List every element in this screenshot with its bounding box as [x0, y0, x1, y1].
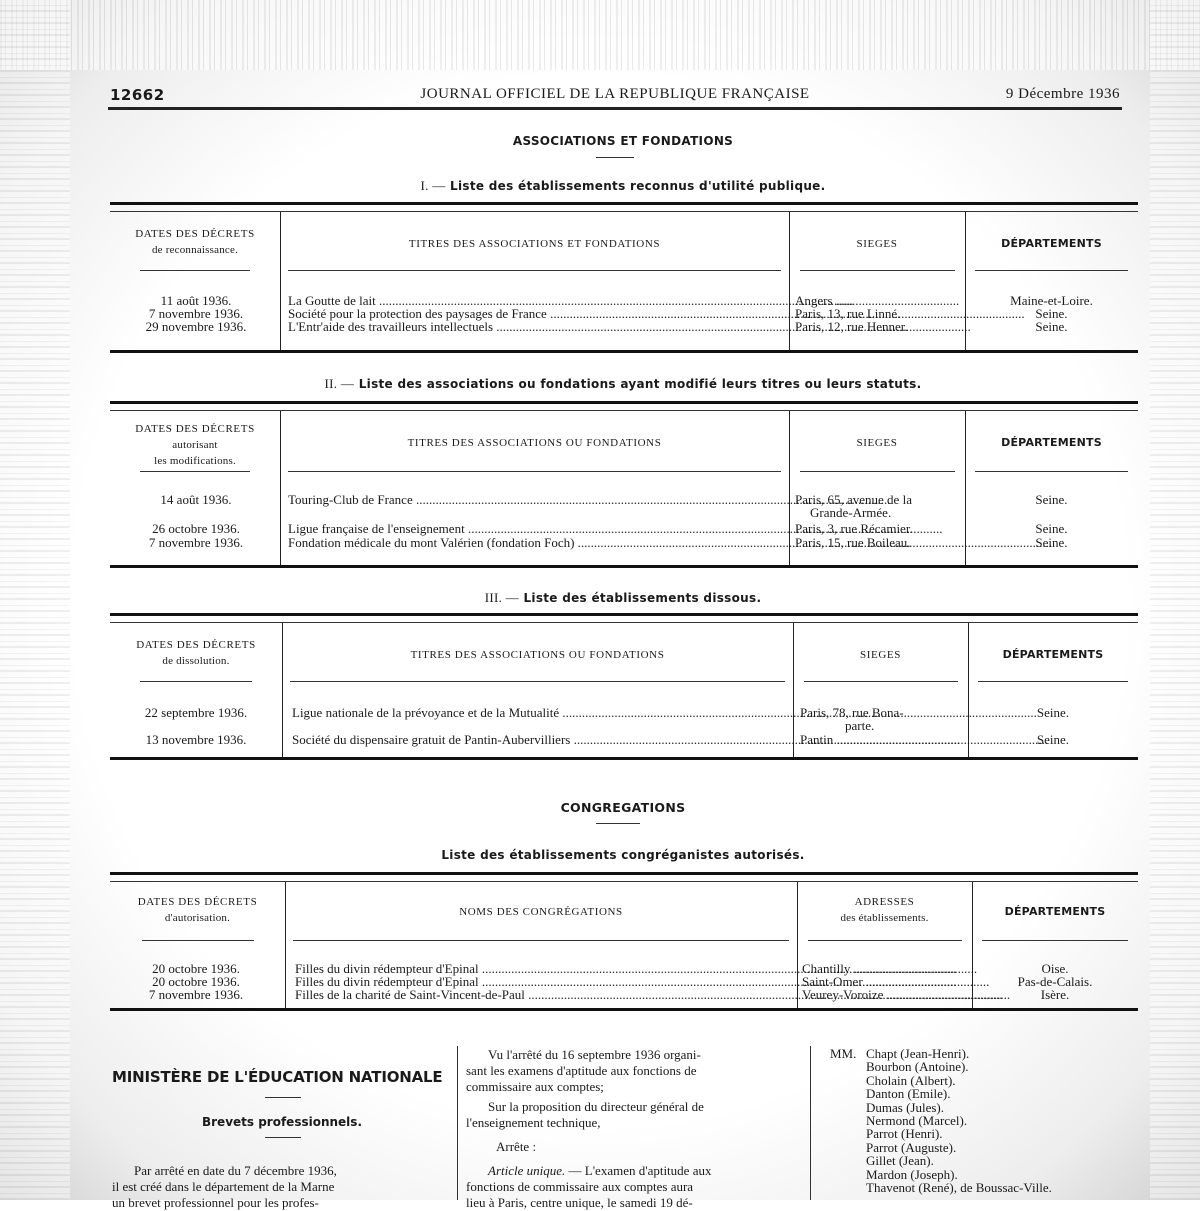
cg-header-dept: DÉPARTEMENTS	[1004, 905, 1106, 918]
s3-header-title: TITRES DES ASSOCIATIONS OU FONDATIONS	[410, 649, 665, 661]
section2-table: DATES DES DÉCRETS autorisant les modifications. TITRES DES ASSOCIATIONS OU FONDATIONS SIEGES DÉPARTEMENTS 14 août 1936. Touring-Club de France ..... Paris, 65, avenue de la Seine. Grande-Armée. 26 octobre 1936. Ligue française de l'enseignement ..... Paris, 3, rue Récamier. Seine. 7 novembre 1936. Fondation médicale du mont Valérien (fondation Foch) ..... Paris, 15, rue Boileau. Seine.	[110, 401, 1138, 571]
running-head	[110, 84, 1120, 108]
s2-header-siege: SIEGES	[856, 437, 898, 449]
s1-header-title: TITRES DES ASSOCIATIONS ET FONDATIONS	[408, 238, 661, 250]
column-rule-1	[457, 1046, 458, 1200]
journal-title: JOURNAL OFFICIEL DE LA REPUBLIQUE FRANÇAISE	[420, 86, 810, 102]
section3-table: DATES DES DÉCRETS de dissolution. TITRES DES ASSOCIATIONS OU FONDATIONS SIEGES DÉPARTEMENTS 22 septembre 1936. Ligue nationale de la prévoyance et de la Mutualité ..... Paris, 78, rue Bona- Seine. parte. 13 novembre 1936. Société du dispensaire gratuit de Pantin-Aubervilliers ..... Pantin ..... Seine.	[110, 613, 1138, 763]
congregations-subtitle: Liste des établissements congréganistes autorisés.	[441, 848, 805, 862]
s2-header-date: DATES DES DÉCRETS autorisant les modifications.	[135, 423, 255, 467]
scan-noise-right	[1150, 0, 1200, 1200]
cg-header-title: NOMS DES CONGRÉGATIONS	[459, 906, 623, 918]
brevets-rule	[265, 1137, 301, 1138]
ministry-rule	[265, 1097, 301, 1098]
section1-table: DATES DES DÉCRETS de reconnaissance. TITRES DES ASSOCIATIONS ET FONDATIONS SIEGES DÉPARTEMENTS 11 août 1936. La Goutte de lait ..... Angers ..... Maine-et-Loire. 7 novembre 1936. Société pour la protection des paysages de France ..... Paris, 13, rue Linné. Seine. 29 novembre 1936. L'Entr'aide des travailleurs intellectuels ..... Paris, 12, rue Henner. Seine.	[110, 202, 1138, 354]
names-list: Chapt (Jean-Henri). Bourbon (Antoine). Cholain (Albert). Danton (Emile). Dumas (Jules). Nermond (Marcel). Parrot (Henri). Parrot (Auguste). Gillet (Jean). Mardon (Joseph). Thavenot (René), de Boussac-Ville.	[866, 1046, 1052, 1196]
scan-noise-top	[0, 0, 1200, 70]
s2-header-dept: DÉPARTEMENTS	[1001, 436, 1102, 449]
congregations-rule	[596, 823, 640, 824]
mm-label: MM.	[830, 1046, 857, 1061]
cg-header-date: DATES DES DÉCRETS d'autorisation.	[137, 896, 258, 924]
ministry-heading: MINISTÈRE DE L'ÉDUCATION NATIONALE	[112, 1068, 443, 1086]
scan-noise-left	[0, 0, 70, 1200]
s2-header-title: TITRES DES ASSOCIATIONS OU FONDATIONS	[407, 437, 662, 449]
s3-header-date: DATES DES DÉCRETS de dissolution.	[136, 639, 256, 667]
issue-date: 9 Décembre 1936	[1005, 86, 1120, 102]
s3-header-siege: SIEGES	[860, 649, 901, 661]
s1-header-date: DATES DES DÉCRETS de reconnaissance.	[135, 228, 255, 256]
brevets-heading: Brevets professionnels.	[201, 1115, 362, 1129]
left-column-text: Par arrêté en date du 7 décembre 1936, il est créé dans le département de la Marne un brevet professionnel pour les profes-	[112, 1163, 337, 1210]
main-title: ASSOCIATIONS ET FONDATIONS	[512, 134, 734, 148]
title-rule	[596, 157, 634, 158]
column-rule-2	[810, 1046, 811, 1200]
congregations-table: DATES DES DÉCRETS d'autorisation. NOMS DES CONGRÉGATIONS ADRESSES des établissements. DÉPARTEMENTS 20 octobre 1936. Filles du divin rédempteur d'Epinal ..... Chantilly ..... Oise. 20 octobre 1936. Filles du divin rédempteur d'Epinal ..... Saint-Omer ..... Pas-de-Calais. 7 novembre 1936. Filles de la charité de Saint-Vincent-de-Paul ..... Veurey-Voroize ..... Isère.	[110, 872, 1138, 1014]
middle-column-text: Vu l'arrêté du 16 septembre 1936 organi- sant les examens d'aptitude aux fonctions de commissaire aux comptes; Sur la proposition du directeur général de l'enseignement technique, Arrête : Article unique. — L'examen d'aptitude aux fonctions de commissaire aux comptes aura lieu à Paris, centre unique, le samedi 19 dé-	[466, 1047, 712, 1210]
header-rule	[108, 107, 1122, 110]
page-number: 12662	[110, 86, 165, 104]
cg-header-siege: ADRESSES des établissements.	[840, 896, 929, 924]
s1-header-siege: SIEGES	[856, 238, 898, 250]
section1-title: I. — Liste des établissements reconnus d'utilité publique.	[420, 178, 826, 193]
congregations-title: CONGREGATIONS	[560, 800, 686, 815]
s1-header-dept: DÉPARTEMENTS	[1001, 237, 1102, 250]
s3-header-dept: DÉPARTEMENTS	[1002, 648, 1104, 661]
section3-title: III. — Liste des établissements dissous.	[484, 590, 762, 605]
section2-title: II. — Liste des associations ou fondations ayant modifié leurs titres ou leurs statuts.	[324, 376, 922, 391]
